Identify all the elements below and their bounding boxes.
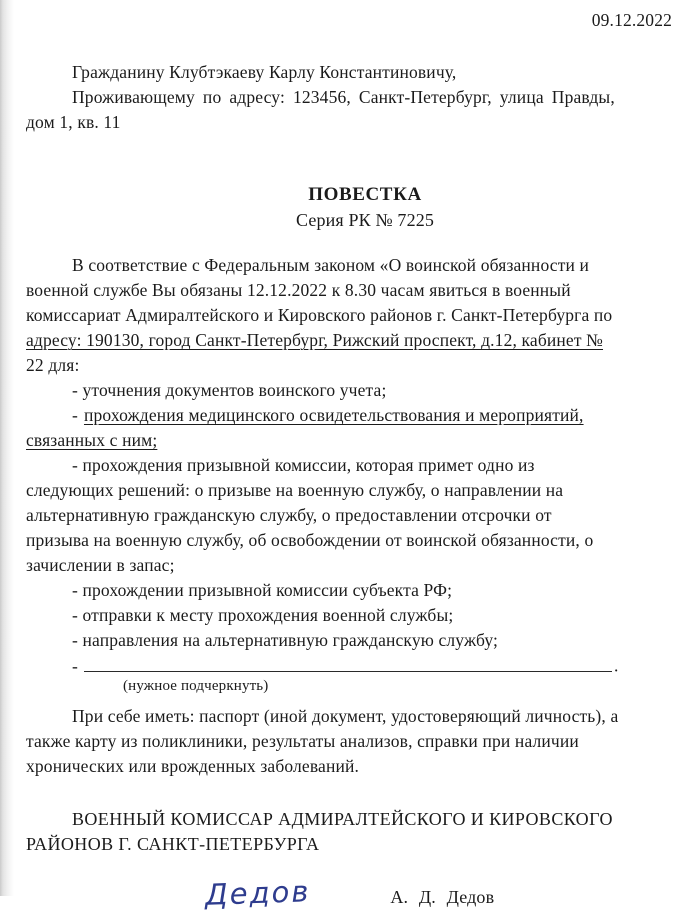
- intro-line-2: военной службе Вы обязаны 12.12.2022 к 8.30 часам явиться в военный: [26, 280, 571, 300]
- underlined-medical-text: прохождения медицинского освидетельствования и мероприятий,: [83, 405, 584, 425]
- document-heading: [26, 182, 674, 233]
- bring-note-line-2: также карту из поликлиники, результаты анализов, справки при наличии: [26, 730, 579, 751]
- intro-line-3: комиссариат Адмиралтейского и Кировского районов г. Санкт-Петербурга по: [26, 305, 613, 325]
- blank-caption: (нужное подчеркнуть): [123, 677, 269, 694]
- fill-in-blank-underscore: [84, 653, 612, 672]
- purpose-item-commission-line-1: - прохождения призывной комиссии, которая примет одно из: [72, 455, 535, 475]
- signature-row: [205, 873, 674, 913]
- commissar-title-line-2: РАЙОНОВ Г. САНКТ-ПЕТЕРБУРГА: [26, 833, 320, 854]
- commissar-title-block: [26, 807, 674, 857]
- purpose-item-regional-commission: - прохождении призывной комиссии субъекта РФ;: [72, 580, 453, 600]
- series-number: Серия РК № 7225: [295, 210, 435, 230]
- purpose-item-alternative-service: - направления на альтернативную гражданскую службу;: [72, 630, 499, 650]
- list-dash: -: [72, 655, 78, 676]
- purpose-item-departure: - отправки к месту прохождения военной службы;: [72, 605, 454, 625]
- purpose-item-commission-line-4: призыва на военную службу, об освобождении от воинской обязанности, о: [26, 530, 594, 550]
- intro-line-4: [26, 328, 674, 353]
- list-dash: -: [72, 405, 78, 425]
- bring-note-line-3: хронических или врожденных заболеваний.: [26, 755, 360, 776]
- purpose-item-commission-line-3: альтернативную гражданскую службу, о предоставлении отсрочки от: [26, 505, 552, 525]
- fill-in-blank-row: [26, 653, 674, 679]
- handwritten-signature: Дедов: [204, 873, 311, 912]
- purpose-item-commission-line-2: следующих решений: о призыве на военную службу, о направлении на: [26, 480, 564, 500]
- blank-row-period: .: [613, 655, 619, 676]
- commissar-title-line-1: ВОЕННЫЙ КОМИССАР АДМИРАЛТЕЙСКОГО И КИРОВСКОГО: [72, 808, 613, 829]
- purpose-item-commission-line-5: зачислении в запас;: [26, 555, 175, 575]
- intro-line-5: 22 для:: [26, 355, 80, 375]
- purpose-item-medical-line-2: [26, 428, 674, 453]
- underlined-medical-text-continued: связанных с ним;: [26, 430, 158, 450]
- document-date: 09.12.2022: [591, 10, 672, 30]
- bring-with-paragraph: [26, 704, 674, 779]
- intro-line-1: В соответствие с Федеральным законом «О воинской обязанности и: [72, 255, 590, 275]
- addressee-block: [26, 60, 674, 135]
- bring-note-line-1: При себе иметь: паспорт (иной документ, удостоверяющий личность), а: [72, 705, 619, 726]
- addressee-address-line-2: дом 1, кв. 11: [26, 112, 121, 132]
- purpose-item-medical-line-1: [26, 403, 674, 428]
- addressee-address-line-1: Проживающему по адресу: 123456, Санкт-Петербург, улица Правды,: [72, 87, 615, 107]
- underlined-address: адресу: 190130, город Санкт-Петербург, Рижский проспект, д.12, кабинет №: [26, 330, 604, 350]
- intro-paragraph: [26, 253, 674, 378]
- document-title: ПОВЕСТКА: [308, 184, 422, 205]
- purposes-list: [26, 378, 674, 696]
- signatory-name: А. Д. Дедов: [390, 886, 495, 907]
- addressee-name-line: Гражданину Клубтэкаеву Карлу Константиновичу,: [72, 62, 457, 82]
- purpose-item-documents: - уточнения документов воинского учета;: [72, 380, 387, 400]
